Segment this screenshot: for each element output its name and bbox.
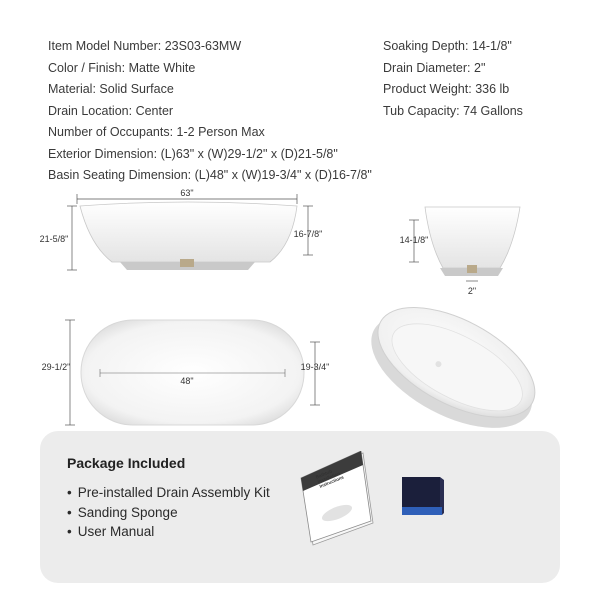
length-label: 63" [180, 188, 194, 198]
spec-value: (L)63" x (W)29-1/2" x (D)21-5/8" [160, 146, 338, 161]
spec-value: Center [135, 103, 174, 118]
tub-side-body [425, 207, 520, 268]
package-list [67, 483, 270, 542]
spec-row-drain-location [48, 101, 372, 123]
spec-value: 1-2 Person Max [176, 125, 265, 139]
spec-value: 74 Gallons [463, 103, 523, 118]
spec-label: Tub Capacity: [383, 103, 460, 118]
spec-value: 14-1/8" [471, 39, 512, 53]
spec-value: Matte White [128, 60, 196, 75]
spec-label: Material: [48, 82, 96, 96]
spec-value: 336 lb [475, 82, 510, 96]
spec-value: 2" [474, 60, 486, 75]
front-view [40, 188, 323, 270]
spec-value: Solid Surface [99, 82, 174, 96]
package-item-drain-kit: • Pre-installed Drain Assembly Kit [67, 483, 270, 503]
specs-right [383, 36, 523, 122]
perspective-view [353, 284, 553, 435]
spec-label: Drain Location: [48, 103, 133, 118]
tub-top-outline [81, 320, 304, 425]
package-title: Package Included [67, 455, 186, 471]
spec-label: Item Model Number: [48, 39, 162, 53]
package-item-sponge: • Sanding Sponge [67, 503, 270, 523]
basin-length-label: 48" [180, 376, 194, 386]
drain-label: 2" [467, 286, 477, 296]
drain-fitting [180, 259, 194, 267]
spec-row-model [48, 36, 372, 58]
spec-row-capacity [383, 101, 523, 123]
package-item-manual: • User Manual [67, 522, 270, 542]
spec-row-drain-diameter [383, 58, 523, 80]
spec-row-occupants [48, 122, 372, 144]
tub-front-body [80, 202, 297, 262]
top-view [42, 320, 330, 425]
spec-row-color [48, 58, 372, 80]
sanding-sponge-image [400, 475, 445, 519]
spec-label: Number of Occupants: [48, 125, 174, 139]
spec-label: Soaking Depth: [383, 39, 469, 53]
manual-title-text: Bathtub Installation Instructions [315, 468, 345, 489]
spec-value: (L)48" x (W)19-3/4" x (D)16-7/8" [194, 168, 372, 182]
spec-value: 23S03-63MW [164, 39, 242, 53]
spec-label: Drain Diameter: [383, 60, 471, 75]
basin-depth-label: 16-7/8" [293, 229, 323, 239]
spec-label: Color / Finish: [48, 60, 126, 75]
width-label: 29-1/2" [41, 362, 71, 372]
spec-label: Product Weight: [383, 82, 472, 96]
spec-row-material [48, 79, 372, 101]
basin-width-label: 19-3/4" [300, 362, 330, 372]
tub-drawings [0, 170, 600, 435]
package-panel [40, 431, 560, 583]
spec-row-weight [383, 79, 523, 101]
spec-label: Exterior Dimension: [48, 146, 158, 161]
spec-label: Basin Seating Dimension: [48, 168, 192, 182]
spec-row-soaking [383, 36, 523, 58]
height-label: 21-5/8" [39, 234, 69, 244]
soaking-depth-label: 14-1/8" [399, 235, 429, 245]
specs-left [48, 36, 372, 187]
side-view [400, 207, 520, 296]
spec-row-exterior [48, 144, 372, 166]
